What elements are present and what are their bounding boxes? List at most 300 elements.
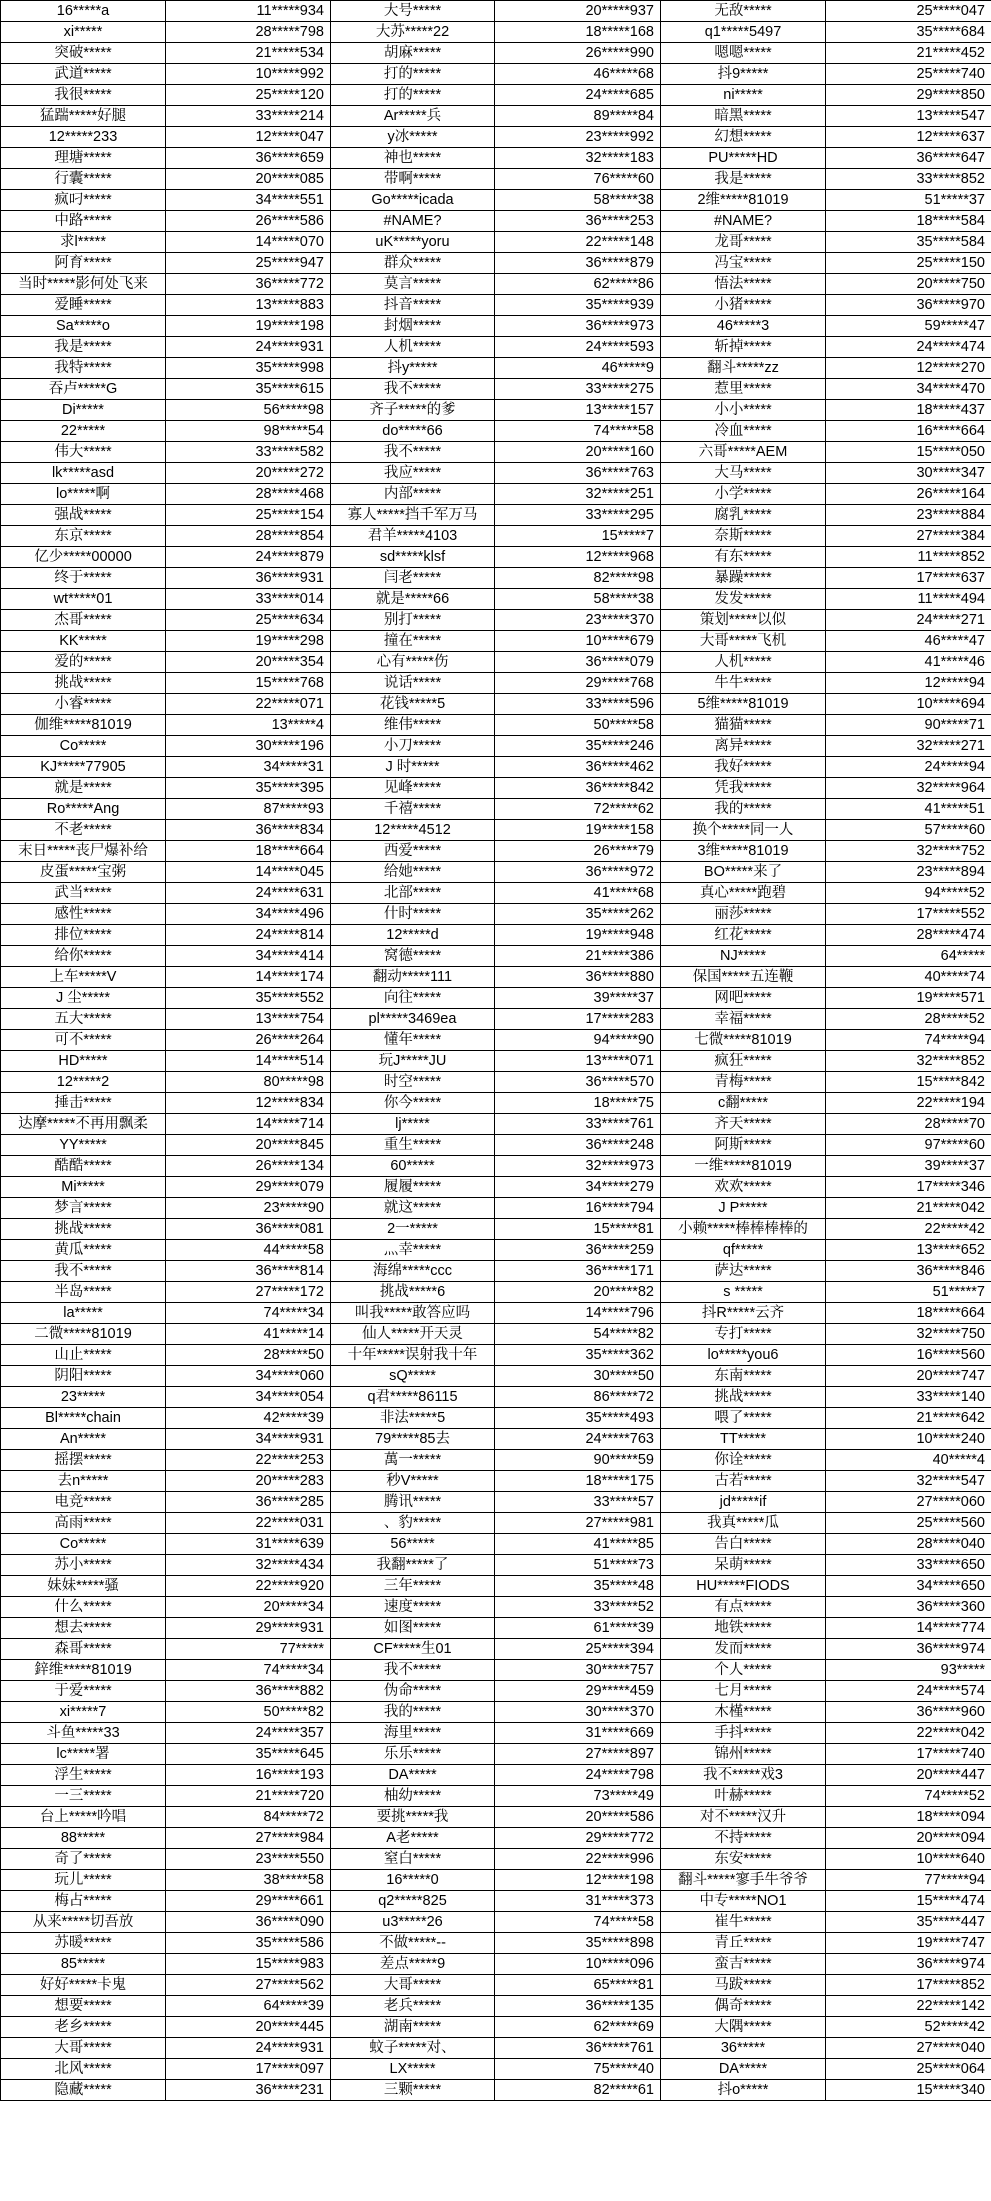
- table-row: [1, 1093, 991, 1114]
- cell-id-c: 35*****447: [826, 1912, 991, 1933]
- cell-id-a: 22*****031: [166, 1513, 331, 1534]
- cell-name-c: NJ*****: [661, 946, 826, 967]
- table-row: [1, 484, 991, 505]
- cell-id-b: 34*****279: [495, 1177, 661, 1198]
- cell-name-a: 森哥*****: [1, 1639, 166, 1660]
- cell-name-b: 重生*****: [331, 1135, 495, 1156]
- cell-id-b: 31*****373: [495, 1891, 661, 1912]
- table-row: [1, 337, 991, 358]
- table-row: [1, 106, 991, 127]
- cell-id-c: 23*****894: [826, 862, 991, 883]
- cell-id-c: 59*****47: [826, 316, 991, 337]
- table-row: [1, 610, 991, 631]
- cell-name-c: 抖R*****云齐: [661, 1303, 826, 1324]
- table-row: [1, 400, 991, 421]
- cell-id-c: 24*****474: [826, 337, 991, 358]
- cell-name-a: 想去*****: [1, 1618, 166, 1639]
- table-row: [1, 1198, 991, 1219]
- table-row: [1, 1513, 991, 1534]
- cell-id-b: 30*****757: [495, 1660, 661, 1681]
- cell-id-b: 73*****49: [495, 1786, 661, 1807]
- cell-name-c: 翻斗*****寥手牛爷爷: [661, 1870, 826, 1891]
- cell-name-c: 对不*****汉升: [661, 1807, 826, 1828]
- table-row: [1, 1324, 991, 1345]
- cell-id-c: 97*****60: [826, 1135, 991, 1156]
- table-row: [1, 22, 991, 43]
- cell-name-a: Co*****: [1, 736, 166, 757]
- cell-name-a: 挑战*****: [1, 673, 166, 694]
- cell-name-a: 阿育*****: [1, 253, 166, 274]
- cell-id-b: 35*****493: [495, 1408, 661, 1429]
- cell-id-a: 34*****060: [166, 1366, 331, 1387]
- cell-name-c: 46*****3: [661, 316, 826, 337]
- table-row: [1, 1471, 991, 1492]
- cell-id-c: 18*****584: [826, 211, 991, 232]
- cell-name-a: YY*****: [1, 1135, 166, 1156]
- table-row: [1, 253, 991, 274]
- cell-name-b: 说话*****: [331, 673, 495, 694]
- cell-id-b: 36*****763: [495, 463, 661, 484]
- cell-name-a: 就是*****: [1, 778, 166, 799]
- table-row: [1, 2038, 991, 2059]
- cell-name-b: 人机*****: [331, 337, 495, 358]
- cell-name-a: 从来*****切吾放: [1, 1912, 166, 1933]
- table-row: [1, 2080, 991, 2101]
- cell-id-a: 28*****468: [166, 484, 331, 505]
- cell-name-a: 鋅维*****81019: [1, 1660, 166, 1681]
- cell-id-a: 19*****198: [166, 316, 331, 337]
- cell-id-c: 74*****52: [826, 1786, 991, 1807]
- cell-id-c: 32*****752: [826, 841, 991, 862]
- cell-name-a: 皮蛋*****宝粥: [1, 862, 166, 883]
- cell-id-a: 35*****395: [166, 778, 331, 799]
- cell-id-b: 36*****462: [495, 757, 661, 778]
- cell-id-b: 32*****183: [495, 148, 661, 169]
- cell-id-a: 14*****045: [166, 862, 331, 883]
- cell-name-b: 伪命*****: [331, 1681, 495, 1702]
- cell-id-c: 17*****852: [826, 1975, 991, 1996]
- table-row: [1, 1891, 991, 1912]
- cell-name-c: 欢欢*****: [661, 1177, 826, 1198]
- cell-id-c: 94*****52: [826, 883, 991, 904]
- table-row: [1, 1387, 991, 1408]
- cell-id-a: 32*****434: [166, 1555, 331, 1576]
- cell-id-c: 30*****347: [826, 463, 991, 484]
- cell-id-b: 19*****158: [495, 820, 661, 841]
- table-row: [1, 1996, 991, 2017]
- cell-id-b: 35*****262: [495, 904, 661, 925]
- cell-name-c: 东安*****: [661, 1849, 826, 1870]
- cell-id-b: 24*****685: [495, 85, 661, 106]
- cell-name-b: 北部*****: [331, 883, 495, 904]
- table-row: [1, 799, 991, 820]
- cell-id-c: 74*****94: [826, 1030, 991, 1051]
- cell-name-a: Mi*****: [1, 1177, 166, 1198]
- cell-name-b: 如图*****: [331, 1618, 495, 1639]
- cell-name-b: sQ*****: [331, 1366, 495, 1387]
- cell-id-a: 13*****4: [166, 715, 331, 736]
- cell-id-a: 30*****196: [166, 736, 331, 757]
- cell-id-c: 18*****437: [826, 400, 991, 421]
- cell-name-a: Co*****: [1, 1534, 166, 1555]
- cell-id-a: 36*****814: [166, 1261, 331, 1282]
- cell-id-b: 82*****98: [495, 568, 661, 589]
- cell-name-b: 灬幸*****: [331, 1240, 495, 1261]
- cell-id-c: 34*****650: [826, 1576, 991, 1597]
- cell-name-b: 神也*****: [331, 148, 495, 169]
- cell-name-c: c翻*****: [661, 1093, 826, 1114]
- cell-id-a: 34*****931: [166, 1429, 331, 1450]
- cell-id-c: 20*****094: [826, 1828, 991, 1849]
- cell-name-c: 挑战*****: [661, 1387, 826, 1408]
- cell-id-b: 26*****79: [495, 841, 661, 862]
- cell-id-a: 13*****883: [166, 295, 331, 316]
- cell-name-a: 二微*****81019: [1, 1324, 166, 1345]
- cell-name-c: 嗯嗯*****: [661, 43, 826, 64]
- cell-id-a: 19*****298: [166, 631, 331, 652]
- cell-id-a: 98*****54: [166, 421, 331, 442]
- cell-name-c: 发发*****: [661, 589, 826, 610]
- cell-name-c: 手抖*****: [661, 1723, 826, 1744]
- cell-name-a: 伽维*****81019: [1, 715, 166, 736]
- cell-name-b: 仙人*****开天灵: [331, 1324, 495, 1345]
- cell-id-c: 41*****46: [826, 652, 991, 673]
- cell-name-b: 内部*****: [331, 484, 495, 505]
- cell-id-c: 32*****750: [826, 1324, 991, 1345]
- cell-id-c: 18*****094: [826, 1807, 991, 1828]
- table-row: [1, 1660, 991, 1681]
- cell-name-a: 想要*****: [1, 1996, 166, 2017]
- cell-id-b: 89*****84: [495, 106, 661, 127]
- table-row: [1, 85, 991, 106]
- cell-id-c: 17*****637: [826, 568, 991, 589]
- cell-name-c: 偶奇*****: [661, 1996, 826, 2017]
- cell-id-b: 36*****761: [495, 2038, 661, 2059]
- cell-id-c: 11*****852: [826, 547, 991, 568]
- cell-id-b: 13*****157: [495, 400, 661, 421]
- cell-name-c: 大哥*****飞机: [661, 631, 826, 652]
- cell-name-a: 电竞*****: [1, 1492, 166, 1513]
- cell-name-c: 有东*****: [661, 547, 826, 568]
- cell-id-b: 30*****50: [495, 1366, 661, 1387]
- cell-id-c: 32*****852: [826, 1051, 991, 1072]
- cell-id-b: 35*****48: [495, 1576, 661, 1597]
- table-row: [1, 1534, 991, 1555]
- cell-name-a: 行囊*****: [1, 169, 166, 190]
- cell-name-c: HU*****FIODS: [661, 1576, 826, 1597]
- table-row: [1, 1954, 991, 1975]
- table-row: [1, 652, 991, 673]
- cell-id-b: 25*****394: [495, 1639, 661, 1660]
- cell-id-c: 15*****340: [826, 2080, 991, 2101]
- cell-id-b: 36*****259: [495, 1240, 661, 1261]
- cell-id-a: 27*****562: [166, 1975, 331, 1996]
- cell-name-b: 群众*****: [331, 253, 495, 274]
- table-row: [1, 2059, 991, 2080]
- table-row: [1, 778, 991, 799]
- cell-id-b: 29*****459: [495, 1681, 661, 1702]
- cell-id-b: 24*****763: [495, 1429, 661, 1450]
- cell-name-b: 莫言*****: [331, 274, 495, 295]
- cell-name-a: xi*****7: [1, 1702, 166, 1723]
- cell-id-a: 28*****798: [166, 22, 331, 43]
- cell-name-b: 柚幼*****: [331, 1786, 495, 1807]
- cell-name-a: 捶击*****: [1, 1093, 166, 1114]
- cell-name-a: 23*****: [1, 1387, 166, 1408]
- cell-name-b: q君*****86115: [331, 1387, 495, 1408]
- cell-id-a: 34*****496: [166, 904, 331, 925]
- table-row: [1, 1597, 991, 1618]
- cell-name-c: lo*****you6: [661, 1345, 826, 1366]
- cell-name-b: 60*****: [331, 1156, 495, 1177]
- table-row: [1, 757, 991, 778]
- cell-id-c: 25*****150: [826, 253, 991, 274]
- cell-id-b: 23*****370: [495, 610, 661, 631]
- cell-name-c: 木槿*****: [661, 1702, 826, 1723]
- cell-name-b: 大苏*****22: [331, 22, 495, 43]
- cell-name-b: 心有*****伤: [331, 652, 495, 673]
- cell-id-a: 56*****98: [166, 400, 331, 421]
- cell-name-b: 、豹*****: [331, 1513, 495, 1534]
- cell-id-a: 29*****661: [166, 1891, 331, 1912]
- cell-id-a: 28*****50: [166, 1345, 331, 1366]
- cell-name-a: 达摩*****不再用飘柔: [1, 1114, 166, 1135]
- table-row: [1, 1177, 991, 1198]
- cell-id-b: 36*****879: [495, 253, 661, 274]
- cell-name-b: 千禧*****: [331, 799, 495, 820]
- cell-id-c: 13*****547: [826, 106, 991, 127]
- table-row: [1, 43, 991, 64]
- cell-id-c: 14*****774: [826, 1618, 991, 1639]
- cell-id-c: 22*****194: [826, 1093, 991, 1114]
- cell-name-a: 末日*****丧尸爆补给: [1, 841, 166, 862]
- cell-id-c: 10*****240: [826, 1429, 991, 1450]
- cell-id-c: 27*****040: [826, 2038, 991, 2059]
- cell-name-c: 无敌*****: [661, 1, 826, 22]
- cell-name-a: 浮生*****: [1, 1765, 166, 1786]
- cell-id-b: 30*****370: [495, 1702, 661, 1723]
- cell-name-c: 丽莎*****: [661, 904, 826, 925]
- cell-name-b: pl*****3469ea: [331, 1009, 495, 1030]
- cell-id-b: 58*****38: [495, 589, 661, 610]
- cell-id-b: 15*****7: [495, 526, 661, 547]
- cell-name-c: 小赖*****棒棒棒棒的: [661, 1219, 826, 1240]
- cell-name-a: 隐藏*****: [1, 2080, 166, 2101]
- cell-id-a: 22*****253: [166, 1450, 331, 1471]
- cell-name-c: 网吧*****: [661, 988, 826, 1009]
- cell-id-a: 36*****090: [166, 1912, 331, 1933]
- cell-name-c: 告白*****: [661, 1534, 826, 1555]
- cell-name-c: ni*****: [661, 85, 826, 106]
- cell-name-c: 喂了*****: [661, 1408, 826, 1429]
- cell-id-a: 20*****445: [166, 2017, 331, 2038]
- cell-name-a: 东京*****: [1, 526, 166, 547]
- cell-name-a: 杰哥*****: [1, 610, 166, 631]
- cell-id-c: 24*****271: [826, 610, 991, 631]
- cell-id-b: 36*****135: [495, 1996, 661, 2017]
- cell-name-a: 高雨*****: [1, 1513, 166, 1534]
- cell-id-a: 21*****720: [166, 1786, 331, 1807]
- cell-id-c: 17*****552: [826, 904, 991, 925]
- cell-id-c: 22*****42: [826, 1219, 991, 1240]
- cell-name-a: 梅占*****: [1, 1891, 166, 1912]
- cell-id-a: 33*****582: [166, 442, 331, 463]
- table-row: [1, 736, 991, 757]
- cell-name-b: 我不*****: [331, 442, 495, 463]
- cell-id-c: 16*****560: [826, 1345, 991, 1366]
- cell-name-a: 去n*****: [1, 1471, 166, 1492]
- cell-name-c: 策划*****以似: [661, 610, 826, 631]
- cell-name-a: Ro*****Ang: [1, 799, 166, 820]
- cell-name-b: 要挑*****我: [331, 1807, 495, 1828]
- cell-id-c: 36*****647: [826, 148, 991, 169]
- cell-name-b: 小刀*****: [331, 736, 495, 757]
- cell-id-a: 20*****085: [166, 169, 331, 190]
- cell-name-b: 就是*****66: [331, 589, 495, 610]
- cell-name-c: 疯狂*****: [661, 1051, 826, 1072]
- cell-name-a: 阴阳*****: [1, 1366, 166, 1387]
- cell-id-a: 33*****214: [166, 106, 331, 127]
- cell-name-b: u3*****26: [331, 1912, 495, 1933]
- cell-name-a: 12*****2: [1, 1072, 166, 1093]
- cell-name-a: 台上*****吟唱: [1, 1807, 166, 1828]
- cell-name-b: 12*****d: [331, 925, 495, 946]
- cell-name-b: uK*****yoru: [331, 232, 495, 253]
- cell-name-c: 古若*****: [661, 1471, 826, 1492]
- cell-name-c: 有点*****: [661, 1597, 826, 1618]
- cell-name-b: 就这*****: [331, 1198, 495, 1219]
- cell-name-b: 湖南*****: [331, 2017, 495, 2038]
- cell-name-a: lo*****啊: [1, 484, 166, 505]
- cell-name-b: 寡人*****挡千军万马: [331, 505, 495, 526]
- cell-name-b: 你今*****: [331, 1093, 495, 1114]
- cell-name-a: 终于*****: [1, 568, 166, 589]
- cell-name-c: 悟法*****: [661, 274, 826, 295]
- cell-name-c: BO*****来了: [661, 862, 826, 883]
- table-row: [1, 1156, 991, 1177]
- cell-name-b: q2*****825: [331, 1891, 495, 1912]
- cell-name-c: 地铁*****: [661, 1618, 826, 1639]
- cell-name-a: 好好*****卡鬼: [1, 1975, 166, 1996]
- cell-id-b: 36*****972: [495, 862, 661, 883]
- cell-id-b: 31*****669: [495, 1723, 661, 1744]
- cell-id-b: 33*****761: [495, 1114, 661, 1135]
- cell-id-b: 74*****58: [495, 1912, 661, 1933]
- cell-id-c: 24*****574: [826, 1681, 991, 1702]
- cell-name-a: 给你*****: [1, 946, 166, 967]
- cell-name-a: 吞卢*****G: [1, 379, 166, 400]
- table-row: [1, 820, 991, 841]
- cell-id-a: 24*****357: [166, 1723, 331, 1744]
- cell-id-c: 13*****652: [826, 1240, 991, 1261]
- cell-id-c: 29*****850: [826, 85, 991, 106]
- cell-id-a: 36*****659: [166, 148, 331, 169]
- cell-name-b: 什时*****: [331, 904, 495, 925]
- table-row: [1, 421, 991, 442]
- cell-name-a: 求l*****: [1, 232, 166, 253]
- cell-id-c: 52*****42: [826, 2017, 991, 2038]
- cell-id-b: 61*****39: [495, 1618, 661, 1639]
- cell-name-a: 理塘*****: [1, 148, 166, 169]
- cell-id-a: 16*****193: [166, 1765, 331, 1786]
- cell-id-a: 33*****014: [166, 589, 331, 610]
- cell-id-b: 14*****796: [495, 1303, 661, 1324]
- cell-id-a: 10*****992: [166, 64, 331, 85]
- cell-id-b: 35*****939: [495, 295, 661, 316]
- table-row: [1, 274, 991, 295]
- cell-id-b: 32*****251: [495, 484, 661, 505]
- cell-id-b: 33*****596: [495, 694, 661, 715]
- cell-id-c: 32*****964: [826, 778, 991, 799]
- cell-id-b: 27*****897: [495, 1744, 661, 1765]
- cell-id-c: 36*****974: [826, 1639, 991, 1660]
- cell-id-a: 34*****31: [166, 757, 331, 778]
- cell-id-a: 24*****931: [166, 337, 331, 358]
- cell-name-c: 2维*****81019: [661, 190, 826, 211]
- cell-id-b: 12*****968: [495, 547, 661, 568]
- cell-id-c: 36*****360: [826, 1597, 991, 1618]
- cell-name-a: 半岛*****: [1, 1282, 166, 1303]
- cell-name-c: 青梅*****: [661, 1072, 826, 1093]
- cell-id-c: 40*****74: [826, 967, 991, 988]
- cell-id-c: 36*****846: [826, 1261, 991, 1282]
- cell-name-b: 带啊*****: [331, 169, 495, 190]
- cell-id-b: 10*****096: [495, 1954, 661, 1975]
- cell-id-c: 12*****637: [826, 127, 991, 148]
- cell-name-a: 排位*****: [1, 925, 166, 946]
- cell-id-c: 57*****60: [826, 820, 991, 841]
- cell-name-c: 崔牛*****: [661, 1912, 826, 1933]
- cell-id-b: 18*****75: [495, 1093, 661, 1114]
- cell-name-b: 79*****85去: [331, 1429, 495, 1450]
- cell-name-b: 我不*****: [331, 1660, 495, 1681]
- cell-name-b: 海里*****: [331, 1723, 495, 1744]
- table-row: [1, 1429, 991, 1450]
- cell-name-c: 人机*****: [661, 652, 826, 673]
- cell-id-b: 65*****81: [495, 1975, 661, 1996]
- cell-id-b: 36*****842: [495, 778, 661, 799]
- table-row: [1, 904, 991, 925]
- cell-id-a: 80*****98: [166, 1072, 331, 1093]
- cell-id-b: 35*****362: [495, 1345, 661, 1366]
- cell-name-b: y冰*****: [331, 127, 495, 148]
- cell-name-b: 秒V*****: [331, 1471, 495, 1492]
- cell-name-b: 三年*****: [331, 1576, 495, 1597]
- cell-name-c: 腐乳*****: [661, 505, 826, 526]
- cell-id-a: 87*****93: [166, 799, 331, 820]
- cell-id-a: 38*****58: [166, 1870, 331, 1891]
- cell-id-a: 50*****82: [166, 1702, 331, 1723]
- table-row: [1, 1, 991, 22]
- cell-id-b: 33*****275: [495, 379, 661, 400]
- cell-name-b: 翻动*****111: [331, 967, 495, 988]
- cell-name-b: 海绵*****ccc: [331, 1261, 495, 1282]
- cell-id-b: 18*****175: [495, 1471, 661, 1492]
- cell-name-b: 齐子*****的爹: [331, 400, 495, 421]
- cell-name-c: 冯宝*****: [661, 253, 826, 274]
- table-row: [1, 211, 991, 232]
- cell-name-a: 黄瓜*****: [1, 1240, 166, 1261]
- table-row: [1, 631, 991, 652]
- cell-name-c: 保国*****五连鞭: [661, 967, 826, 988]
- cell-name-b: DA*****: [331, 1765, 495, 1786]
- cell-id-a: 35*****615: [166, 379, 331, 400]
- cell-id-a: 17*****097: [166, 2059, 331, 2080]
- cell-id-b: 20*****586: [495, 1807, 661, 1828]
- cell-id-a: 24*****631: [166, 883, 331, 904]
- cell-id-c: 33*****650: [826, 1555, 991, 1576]
- cell-name-a: wt*****01: [1, 589, 166, 610]
